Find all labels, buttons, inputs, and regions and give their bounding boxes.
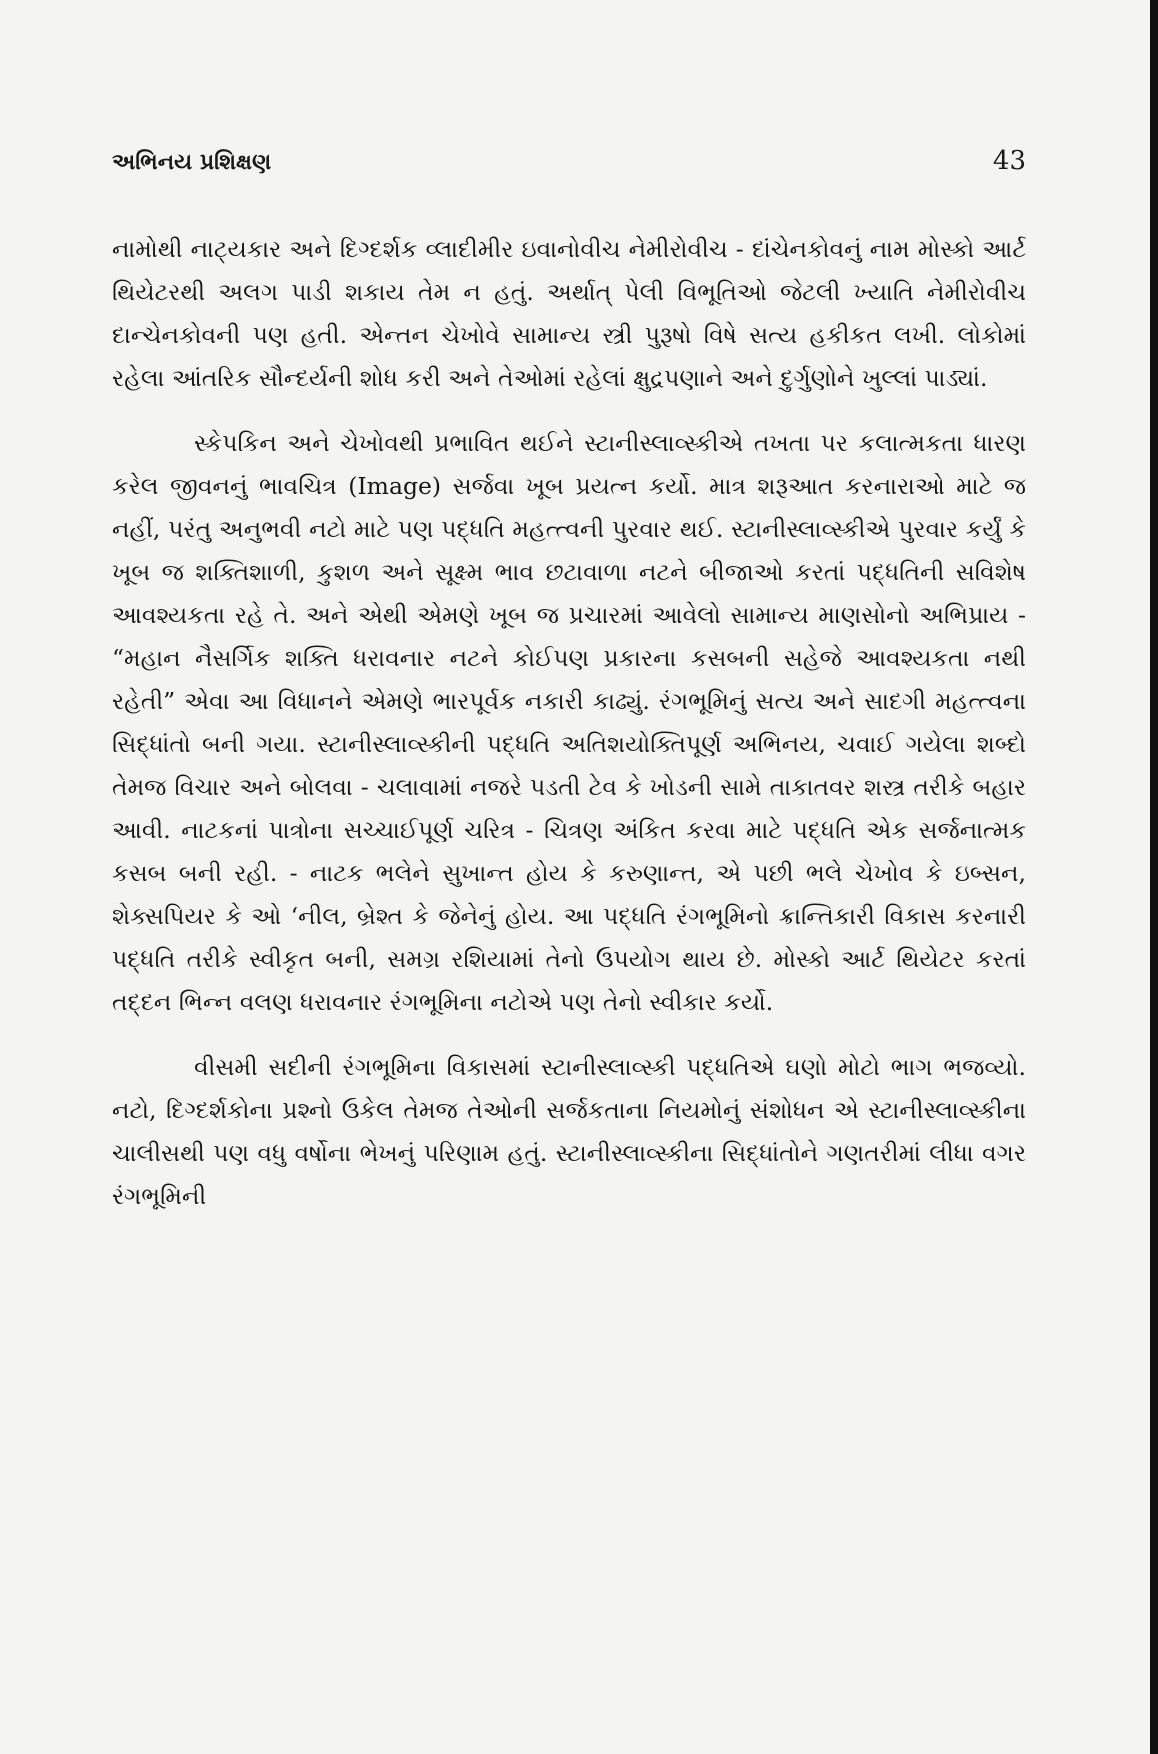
page-header	[112, 146, 1026, 190]
body-text	[112, 228, 1026, 1240]
page-number: 43	[992, 146, 1026, 176]
paragraph-3: વીસમી સદીની રંગભૂમિના વિકાસમાં સ્ટાનીસ્લાવ્સ્કી પદ્ધતિએ ઘણો મોટો ભાગ ભજવ્યો. નટો, દિગ્દર્શકોના પ્રશ્નો ઉકેલ તેમજ તેઓની સર્જકતાના નિયમોનું સંશોધન એ સ્ટાનીસ્લાવ્સ્કીના ચાલીસથી પણ વધુ વર્ષોના ભેખનું પરિણામ હતું. સ્ટાનીસ્લાવ્સ્કીના સિદ્ધાંતોને ગણતરીમાં લીધા વગર રંગભૂમિની	[112, 1053, 1026, 1210]
running-head: અભિનય પ્રશિક્ષણ	[112, 150, 272, 175]
page-edge-shadow	[1150, 0, 1158, 1754]
paragraph-1: નામોથી નાટ્યકાર અને દિગ્દર્શક વ્લાદીમીર ઇવાનોવીચ નેમીરોવીચ - દાંચેનકોવનું નામ મોસ્કો આર્ટ થિયેટરથી અલગ પાડી શકાય તેમ ન હતું. અર્થાત્ પેલી વિભૂતિઓ જેટલી ખ્યાતિ નેમીરોવીચ દાન્ચેનકોવની પણ હતી. એન્તન ચેખોવે સામાન્ય સ્ત્રી પુરૂષો વિષે સત્ય હકીકત લખી. લોકોમાં રહેલા આંતરિક સૌન્દર્યની શોધ કરી અને તેઓમાં રહેલાં ક્ષુદ્રપણાને અને દુર્ગુણોને ખુલ્લાં પાડ્યાં.	[112, 235, 1026, 392]
paragraph-2: સ્કેપકિન અને ચેખોવથી પ્રભાવિત થઈને સ્ટાનીસ્લાવ્સ્કીએ તખતા પર કલાત્મકતા ધારણ કરેલ જીવનનું ભાવચિત્ર (Image) સર્જવા ખૂબ પ્રયત્ન કર્યો. માત્ર શરૂઆત કરનારાઓ માટે જ નહીં, પરંતુ અનુભવી નટો માટે પણ પદ્ધતિ મહત્ત્વની પુરવાર થઈ. સ્ટાનીસ્લાવ્સ્કીએ પુરવાર કર્યું કે ખૂબ જ શક્તિશાળી, કુશળ અને સૂક્ષ્મ ભાવ છટાવાળા નટને બીજાઓ કરતાં પદ્ધતિની સવિશેષ આવશ્યકતા રહે તે. અને એથી એમણે ખૂબ જ પ્રચારમાં આવેલો સામાન્ય માણસોનો અભિપ્રાય - “મહાન નૈસર્ગિક શક્તિ ધરાવનાર નટને કોઈપણ પ્રકારના કસબની સહેજે આવશ્યકતા નથી રહેતી” એવા આ વિધાનને એમણે ભારપૂર્વક નકારી કાઢ્યું. રંગભૂમિનું સત્ય અને સાદગી મહત્ત્વના સિદ્ધાંતો બની ગયા. સ્ટાનીસ્લાવ્સ્કીની પદ્ધતિ અતિશયોક્તિપૂર્ણ અભિનય, ચવાઈ ગયેલા શબ્દો તેમજ વિચાર અને બોલવા - ચલાવામાં નજરે પડતી ટેવ કે ખોડની સામે તાકાતવર શસ્ત્ર તરીકે બહાર આવી. નાટકનાં પાત્રોના સચ્ચાઈપૂર્ણ ચરિત્ર - ચિત્રણ અંકિત કરવા માટે પદ્ધતિ એક સર્જનાત્મક કસબ બની રહી. - નાટક ભલેને સુખાન્ત હોય કે કરુણાન્ત, એ પછી ભલે ચેખોવ કે ઇબ્સન, શેક્સપિયર કે ઓ ‘નીલ, બ્રેશ્ત કે જેનેનું હોય. આ પદ્ધતિ રંગભૂમિનો ક્રાન્તિકારી વિકાસ કરનારી પદ્ધતિ તરીકે સ્વીકૃત બની, સમગ્ર રશિયામાં તેનો ઉપયોગ થાય છે. મોસ્કો આર્ટ થિયેટર કરતાં તદ્દન ભિન્ન વલણ ધરાવનાર રંગભૂમિના નટોએ પણ તેનો સ્વીકાર કર્યો.	[112, 429, 1026, 1016]
